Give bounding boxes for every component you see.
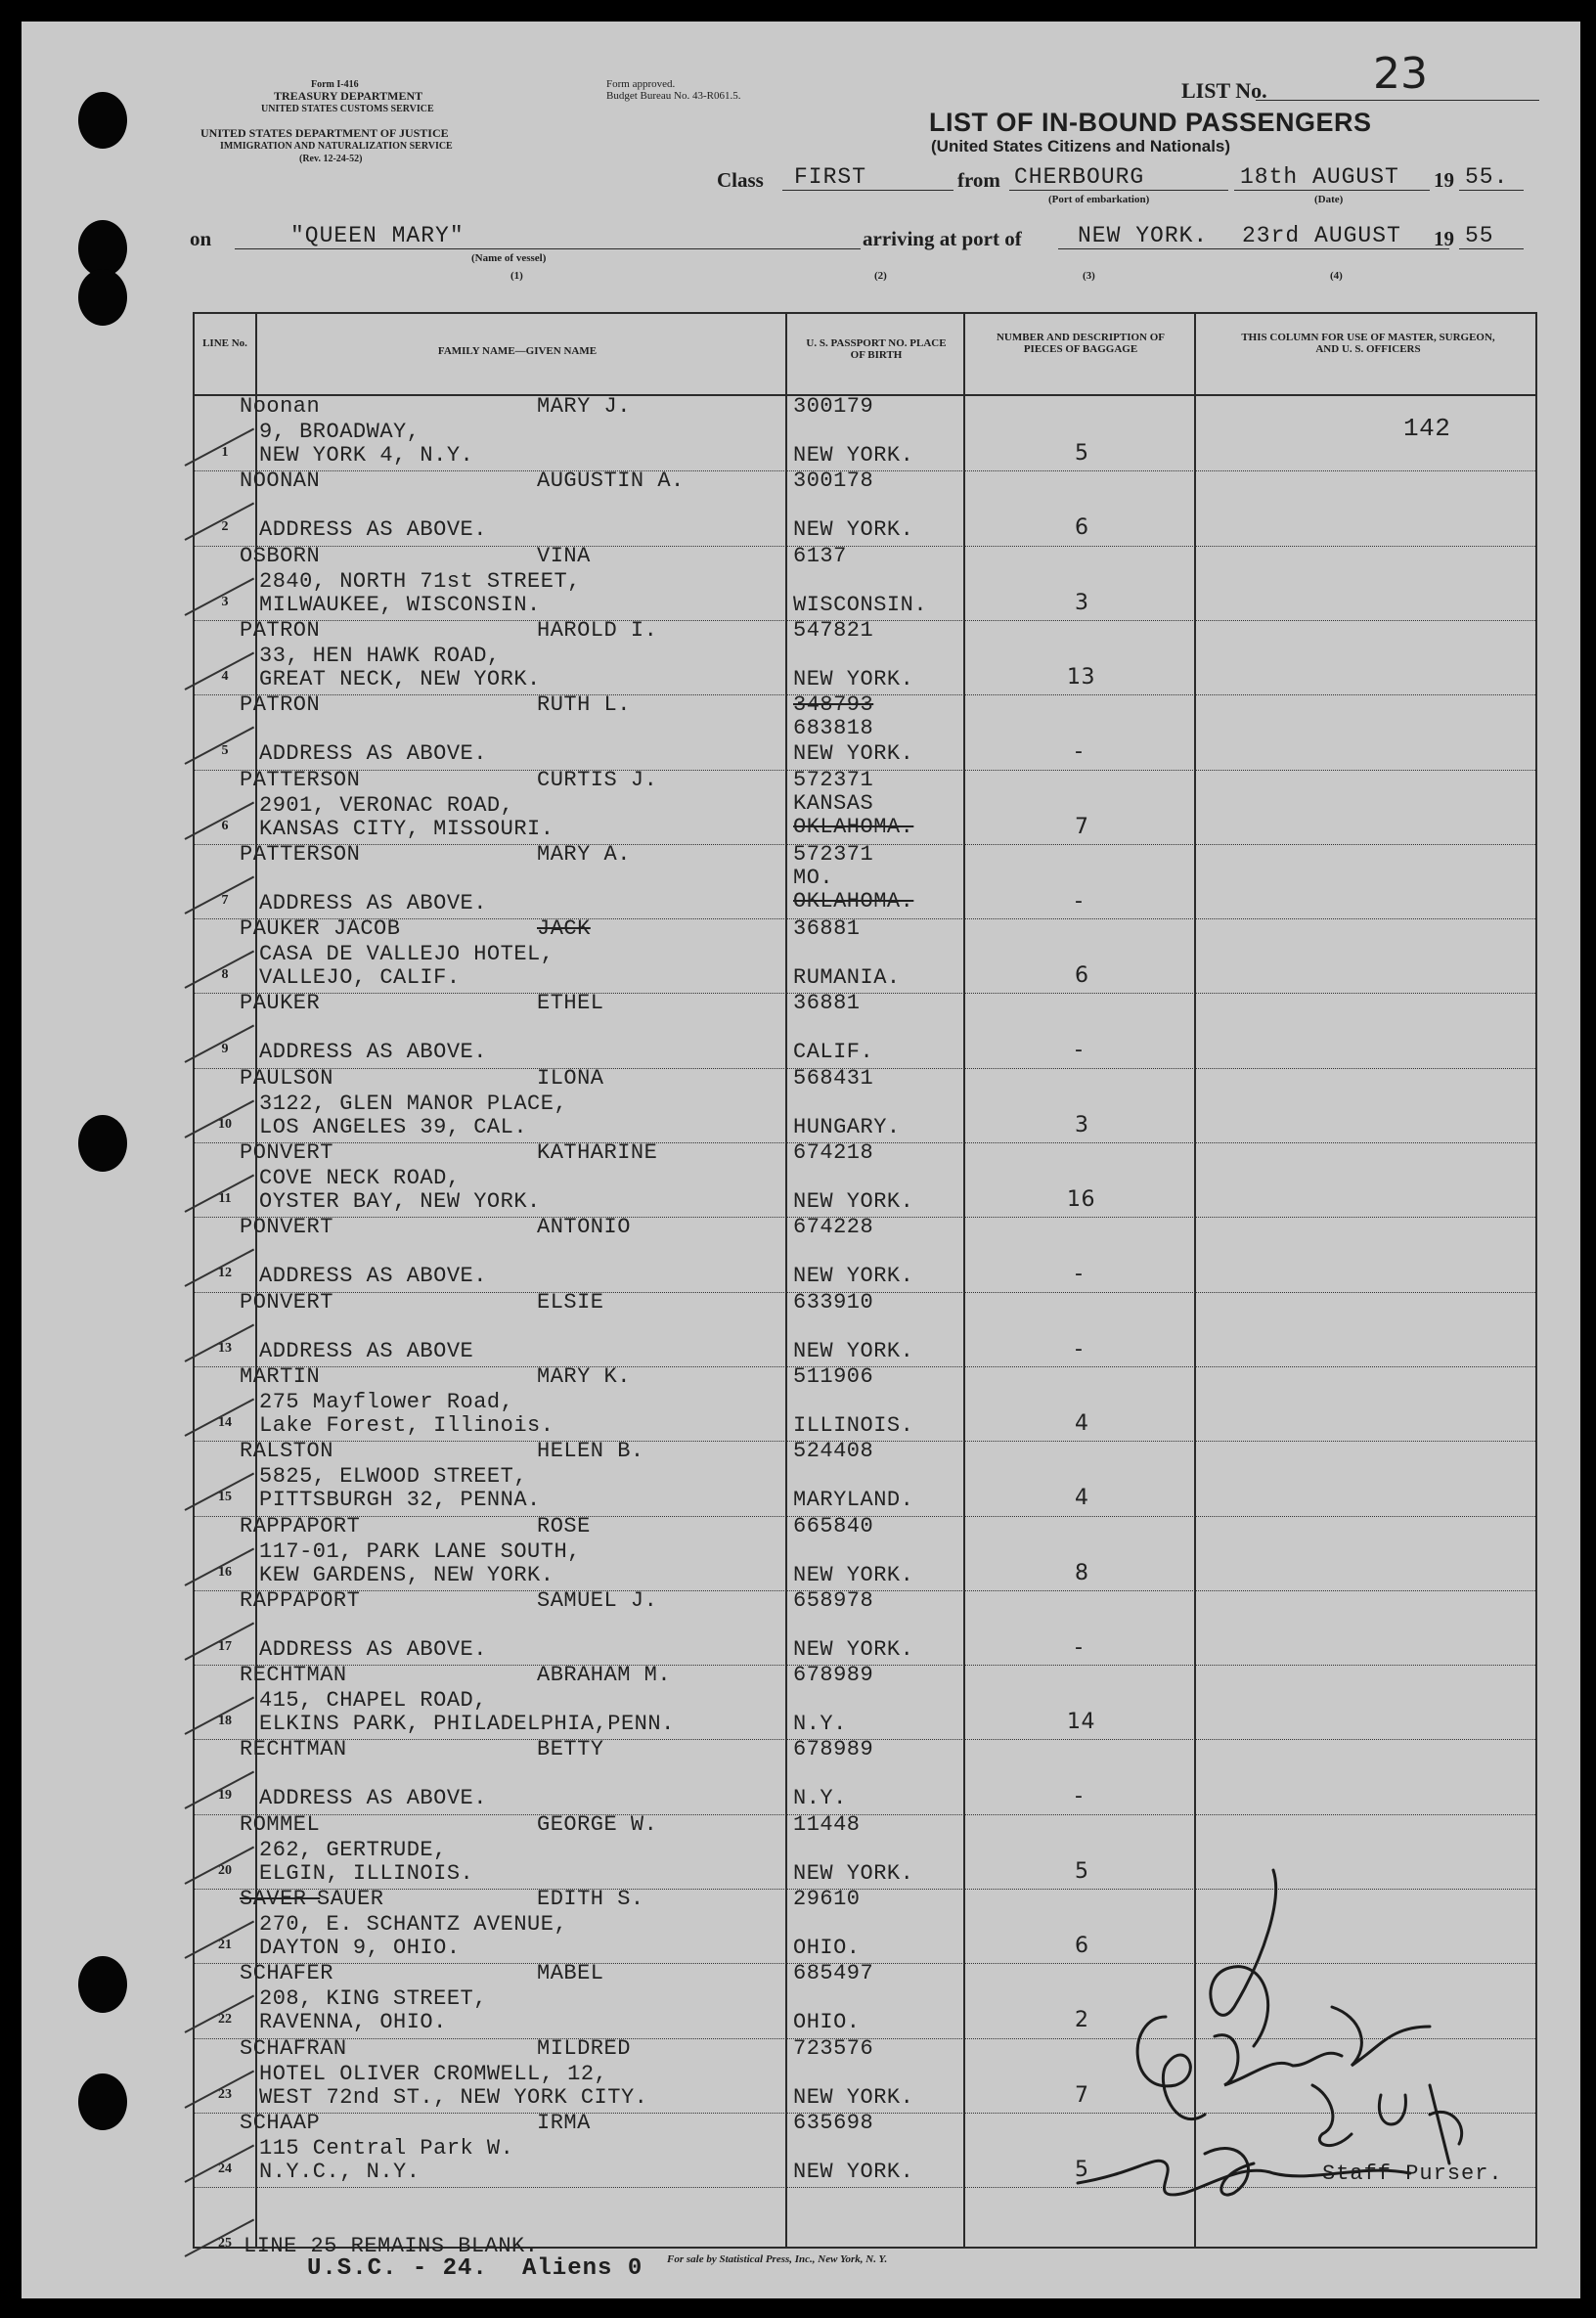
given-name: KATHARINE bbox=[537, 1140, 658, 1165]
given-name: CURTIS J. bbox=[537, 767, 658, 792]
vessel-line bbox=[235, 248, 861, 249]
birth-place-struck: OKLAHOMA. bbox=[793, 814, 914, 839]
address-line-1: 208, KING STREET, bbox=[259, 1986, 487, 2012]
baggage-count: - bbox=[1075, 1336, 1084, 1361]
address-line-1: 115 Central Park W. bbox=[259, 2135, 514, 2161]
baggage-count: 2 bbox=[1075, 2008, 1089, 2033]
baggage-count: - bbox=[1075, 1784, 1084, 1809]
passport-number: 665840 bbox=[793, 1513, 874, 1538]
class-line bbox=[782, 190, 953, 191]
passport-number: 36881 bbox=[793, 916, 861, 942]
given-name: ILONA bbox=[537, 1065, 604, 1091]
date-caption: (Date) bbox=[1314, 194, 1344, 205]
from-line bbox=[1009, 190, 1228, 191]
address-line-1: 275 Mayflower Road, bbox=[259, 1389, 514, 1414]
given-name: HAROLD I. bbox=[537, 617, 658, 643]
given-name: GEORGE W. bbox=[537, 1811, 658, 1837]
baggage-count: 4 bbox=[1075, 1410, 1089, 1436]
header-officers: THIS COLUMN FOR USE OF MASTER, SURGEON, AND U. S. OFFICERS bbox=[1241, 332, 1495, 355]
address-line-2: PITTSBURGH 32, PENNA. bbox=[259, 1488, 541, 1513]
line-number: 18 bbox=[218, 1714, 232, 1729]
address-line-2: ADDRESS AS ABOVE. bbox=[259, 890, 487, 915]
list-no-line bbox=[1256, 100, 1539, 101]
passport-number: 300179 bbox=[793, 394, 874, 419]
caption-4: (4) bbox=[1330, 270, 1343, 282]
date-year-suffix: 55. bbox=[1465, 164, 1509, 190]
birth-place: NEW YORK. bbox=[793, 1860, 914, 1886]
family-name: RAPPAPORT bbox=[240, 1513, 361, 1538]
baggage-count: - bbox=[1075, 739, 1084, 765]
address-line-1: 5825, ELWOOD STREET, bbox=[259, 1464, 528, 1490]
line-number: 10 bbox=[218, 1116, 232, 1132]
family-name: SCHAFRAN bbox=[240, 2035, 347, 2061]
line-number: 19 bbox=[218, 1788, 232, 1804]
address-line-1: 262, GERTRUDE, bbox=[259, 1837, 447, 1862]
date-year-prefix: 19 bbox=[1434, 168, 1454, 192]
from-label: from bbox=[957, 168, 1000, 192]
address-line-2: RAVENNA, OHIO. bbox=[259, 2010, 447, 2035]
address-line-1: 117-01, PARK LANE SOUTH, bbox=[259, 1538, 581, 1564]
line-number: 12 bbox=[218, 1266, 232, 1281]
passport-number: 572371 bbox=[793, 841, 874, 867]
address-line-2: ELGIN, ILLINOIS. bbox=[259, 1860, 474, 1886]
address-line-2: MILWAUKEE, WISCONSIN. bbox=[259, 592, 541, 617]
line-number: 2 bbox=[221, 519, 229, 535]
address-line-2: ELKINS PARK, PHILADELPHIA,PENN. bbox=[259, 1712, 675, 1737]
passport-number: 568431 bbox=[793, 1065, 874, 1091]
birth-place: NEW YORK. bbox=[793, 1264, 914, 1289]
given-name: BETTY bbox=[537, 1737, 604, 1762]
family-name: RALSTON bbox=[240, 1439, 333, 1464]
birth-place-struck: OKLAHOMA. bbox=[793, 888, 914, 914]
passport-number: 511906 bbox=[793, 1363, 874, 1389]
address-line-2: ADDRESS AS ABOVE. bbox=[259, 1040, 487, 1065]
birth-place: NEW YORK. bbox=[793, 1189, 914, 1214]
header-line-no: LINE No. bbox=[202, 337, 247, 349]
passport-number: 683818 bbox=[793, 716, 874, 741]
address-line-2: Lake Forest, Illinois. bbox=[259, 1412, 554, 1438]
passport-number: 524408 bbox=[793, 1439, 874, 1464]
arrival-year-suffix: 55 bbox=[1465, 223, 1494, 248]
address-line-1: COVE NECK ROAD, bbox=[259, 1166, 461, 1190]
address-line-2: OYSTER BAY, NEW YORK. bbox=[259, 1189, 541, 1214]
line-number: 13 bbox=[218, 1340, 232, 1356]
birth-place: N.Y. bbox=[793, 1712, 847, 1737]
budget-bureau: Budget Bureau No. 43-R061.5. bbox=[606, 90, 741, 102]
baggage-count: - bbox=[1075, 1038, 1084, 1063]
address-line-1: 3122, GLEN MANOR PLACE, bbox=[259, 1091, 568, 1116]
line-number: 5 bbox=[221, 743, 229, 759]
address-line-2: ADDRESS AS ABOVE. bbox=[259, 741, 487, 767]
form-number: Form I-416 bbox=[311, 79, 359, 90]
birth-place: NEW YORK. bbox=[793, 443, 914, 468]
passport-number: 6137 bbox=[793, 543, 847, 568]
row-divider bbox=[195, 993, 1535, 994]
given-name: VINA bbox=[537, 543, 591, 568]
line-number: 6 bbox=[221, 818, 229, 833]
line-number: 20 bbox=[218, 1862, 232, 1878]
line-number: 23 bbox=[218, 2086, 232, 2102]
family-name: PONVERT bbox=[240, 1140, 333, 1165]
family-name: RECHTMAN bbox=[240, 1663, 347, 1688]
family-name: SAUER bbox=[317, 1887, 384, 1911]
birth-place: NEW YORK. bbox=[793, 666, 914, 691]
birth-place: HUNGARY. bbox=[793, 1114, 901, 1139]
punch-hole bbox=[78, 92, 127, 149]
arrival-date: 23rd AUGUST bbox=[1242, 223, 1401, 248]
address-line-2: ADDRESS AS ABOVE. bbox=[259, 517, 487, 543]
document-title: LIST OF IN-BOUND PASSENGERS bbox=[929, 108, 1372, 137]
birth-place: ILLINOIS. bbox=[793, 1412, 914, 1438]
line-number: 3 bbox=[221, 594, 229, 609]
address-line-1: CASA DE VALLEJO HOTEL, bbox=[259, 942, 554, 967]
vessel-name: "QUEEN MARY" bbox=[290, 223, 465, 248]
given-name-struck: JACK bbox=[537, 916, 591, 942]
punch-hole bbox=[78, 1956, 127, 2013]
officer-note: 142 bbox=[1403, 414, 1451, 443]
on-label: on bbox=[190, 227, 212, 250]
passport-number: 674228 bbox=[793, 1215, 874, 1240]
address-line-1: HOTEL OLIVER CROMWELL, 12, bbox=[259, 2061, 608, 2086]
list-no-value: 23 bbox=[1373, 49, 1428, 99]
baggage-count: 5 bbox=[1075, 1858, 1089, 1884]
date-value: 18th AUGUST bbox=[1240, 164, 1399, 190]
family-name: PATTERSON bbox=[240, 767, 361, 792]
family-name: PAULSON bbox=[240, 1065, 333, 1091]
birth-place: NEW YORK. bbox=[793, 741, 914, 767]
address-line-2: NEW YORK 4, N.Y. bbox=[259, 443, 474, 468]
line-number: 16 bbox=[218, 1564, 232, 1580]
passport-number: 685497 bbox=[793, 1961, 874, 1986]
family-name: PATRON bbox=[240, 692, 321, 718]
family-name: ROMMEL bbox=[240, 1811, 321, 1837]
line-number: 21 bbox=[218, 1938, 232, 1952]
caption-3: (3) bbox=[1083, 270, 1095, 282]
family-name: PONVERT bbox=[240, 1289, 333, 1315]
family-name: RECHTMAN bbox=[240, 1737, 347, 1762]
purser-label: Staff Purser. bbox=[1322, 2162, 1503, 2186]
header-baggage: NUMBER AND DESCRIPTION OF PIECES OF BAGGAGE bbox=[996, 332, 1166, 355]
birth-place: OHIO. bbox=[793, 2010, 861, 2035]
passport-number: 678989 bbox=[793, 1663, 874, 1688]
passport-number: 300178 bbox=[793, 468, 874, 494]
given-name: IRMA bbox=[537, 2110, 591, 2135]
address-line-2: KEW GARDENS, NEW YORK. bbox=[259, 1562, 554, 1587]
passport-number: 29610 bbox=[793, 1887, 861, 1911]
family-name: SCHAFER bbox=[240, 1961, 333, 1986]
punch-hole bbox=[78, 269, 127, 326]
baggage-count: 3 bbox=[1075, 590, 1089, 615]
family-name: RAPPAPORT bbox=[240, 1587, 361, 1613]
family-name: LINE 25 REMAINS BLANK. bbox=[244, 2234, 539, 2259]
aliens-count: Aliens 0 bbox=[522, 2255, 643, 2282]
baggage-count: - bbox=[1075, 1262, 1084, 1287]
line-number: 7 bbox=[221, 892, 229, 908]
col-divider-3 bbox=[963, 314, 965, 2247]
arrival-line bbox=[1058, 248, 1449, 249]
baggage-count: 5 bbox=[1075, 441, 1089, 466]
address-line-2: N.Y.C., N.Y. bbox=[259, 2159, 421, 2184]
birth-place: N.Y. bbox=[793, 1786, 847, 1811]
family-name: PAUKER JACOB bbox=[240, 916, 401, 942]
birth-place: OHIO. bbox=[793, 1936, 861, 1960]
birth-place: WISCONSIN. bbox=[793, 592, 928, 617]
line-number: 1 bbox=[221, 445, 229, 460]
line-number: 22 bbox=[218, 2012, 232, 2028]
baggage-count: 4 bbox=[1075, 1486, 1089, 1511]
given-name: EDITH S. bbox=[537, 1887, 644, 1911]
address-line-2: ADDRESS AS ABOVE. bbox=[259, 1636, 487, 1662]
passport-number: 547821 bbox=[793, 617, 874, 643]
baggage-count: 3 bbox=[1075, 1112, 1089, 1137]
given-name: ELSIE bbox=[537, 1289, 604, 1315]
given-name: MARY K. bbox=[537, 1363, 631, 1389]
given-name: ANTONIO bbox=[537, 1215, 631, 1240]
family-name: PAUKER bbox=[240, 991, 321, 1016]
birth-place: RUMANIA. bbox=[793, 965, 901, 991]
address-line-2: GREAT NECK, NEW YORK. bbox=[259, 666, 541, 691]
passport-number: 11448 bbox=[793, 1811, 861, 1837]
list-no-label: LIST No. bbox=[1181, 78, 1267, 103]
birth-place: NEW YORK. bbox=[793, 2159, 914, 2184]
address-line-2: LOS ANGELES 39, CAL. bbox=[259, 1114, 528, 1139]
given-name: MILDRED bbox=[537, 2035, 631, 2061]
birth-place: CALIF. bbox=[793, 1040, 874, 1065]
revision-date: (Rev. 12-24-52) bbox=[299, 154, 363, 164]
form-approved: Form approved. bbox=[606, 78, 676, 90]
department-of-justice: UNITED STATES DEPARTMENT OF JUSTICE bbox=[200, 126, 449, 140]
birth-place: NEW YORK. bbox=[793, 1338, 914, 1363]
ins-service: IMMIGRATION AND NATURALIZATION SERVICE bbox=[220, 141, 453, 152]
row-divider bbox=[195, 546, 1535, 547]
address-line-2: DAYTON 9, OHIO. bbox=[259, 1936, 461, 1960]
family-name: MARTIN bbox=[240, 1363, 321, 1389]
family-name: SCHAAP bbox=[240, 2110, 321, 2135]
date-line bbox=[1234, 190, 1430, 191]
baggage-count: 6 bbox=[1075, 963, 1089, 989]
arrival-port: NEW YORK. bbox=[1078, 223, 1209, 248]
address-line-1: 415, CHAPEL ROAD, bbox=[259, 1688, 487, 1714]
birth-place: NEW YORK. bbox=[793, 1562, 914, 1587]
usc-number: U.S.C. - 24. bbox=[307, 2255, 488, 2282]
col-divider-2 bbox=[785, 314, 787, 2247]
address-line-1: 2840, NORTH 71st STREET, bbox=[259, 568, 581, 594]
birth-place-correction: KANSAS bbox=[793, 790, 874, 816]
baggage-count: 8 bbox=[1075, 1560, 1089, 1585]
address-line-2: WEST 72nd ST., NEW YORK CITY. bbox=[259, 2084, 648, 2110]
given-name: RUTH L. bbox=[537, 692, 631, 718]
col-divider-1 bbox=[255, 314, 257, 2247]
passport-number: 723576 bbox=[793, 2035, 874, 2061]
arrival-year-line bbox=[1459, 248, 1524, 249]
family-name: OSBORN bbox=[240, 543, 321, 568]
family-name: PONVERT bbox=[240, 1215, 333, 1240]
line-number: 11 bbox=[218, 1191, 232, 1206]
address-line-2: VALLEJO, CALIF. bbox=[259, 965, 461, 991]
birth-place: NEW YORK. bbox=[793, 517, 914, 543]
passport-number: 635698 bbox=[793, 2110, 874, 2135]
address-line-1: 2901, VERONAC ROAD, bbox=[259, 792, 514, 818]
family-name: PATRON bbox=[240, 617, 321, 643]
baggage-count: 16 bbox=[1067, 1187, 1095, 1212]
line-number: 4 bbox=[221, 668, 229, 684]
passport-number: 674218 bbox=[793, 1140, 874, 1165]
birth-place: NEW YORK. bbox=[793, 2084, 914, 2110]
row-divider bbox=[195, 1814, 1535, 1815]
line-number: 14 bbox=[218, 1414, 232, 1430]
document-sheet bbox=[22, 22, 1580, 2298]
passport-number: 572371 bbox=[793, 767, 874, 792]
caption-1: (1) bbox=[510, 270, 523, 282]
family-name: NOONAN bbox=[240, 468, 321, 494]
given-name: AUGUSTIN A. bbox=[537, 468, 685, 494]
printer-note: For sale by Statistical Press, Inc., New York, N. Y. bbox=[667, 2253, 888, 2265]
customs-service: UNITED STATES CUSTOMS SERVICE bbox=[261, 104, 434, 114]
baggage-count: - bbox=[1075, 888, 1084, 914]
given-name: SAMUEL J. bbox=[537, 1587, 658, 1613]
birth-place: NEW YORK. bbox=[793, 1636, 914, 1662]
given-name: MARY A. bbox=[537, 841, 631, 867]
given-name: HELEN B. bbox=[537, 1439, 644, 1464]
baggage-count: 7 bbox=[1075, 2082, 1089, 2108]
line-number: 9 bbox=[221, 1042, 229, 1057]
address-line-2: KANSAS CITY, MISSOURI. bbox=[259, 816, 554, 841]
class-value: FIRST bbox=[794, 164, 867, 190]
line-number: 15 bbox=[218, 1490, 232, 1505]
treasury-department: TREASURY DEPARTMENT bbox=[274, 89, 423, 103]
address-line-1: 33, HEN HAWK ROAD, bbox=[259, 643, 501, 668]
passport-number: 658978 bbox=[793, 1587, 874, 1613]
line-number: 24 bbox=[218, 2161, 232, 2176]
baggage-count: 14 bbox=[1067, 1710, 1095, 1735]
passport-number: 633910 bbox=[793, 1289, 874, 1315]
baggage-count: 7 bbox=[1075, 814, 1089, 839]
document-subtitle: (United States Citizens and Nationals) bbox=[931, 137, 1231, 156]
address-line-2: ADDRESS AS ABOVE bbox=[259, 1338, 474, 1363]
line-number: 8 bbox=[221, 967, 229, 983]
address-line-1: 9, BROADWAY, bbox=[259, 420, 421, 444]
baggage-count: 13 bbox=[1067, 664, 1095, 690]
given-name: MARY J. bbox=[537, 394, 631, 419]
line-number: 25 bbox=[218, 2236, 232, 2251]
line-number: 17 bbox=[218, 1638, 232, 1654]
birth-place-correction: MO. bbox=[793, 865, 834, 890]
year-line bbox=[1459, 190, 1524, 191]
purser-signature bbox=[1019, 1841, 1528, 2251]
header-passport: U. S. PASSPORT NO. PLACE OF BIRTH bbox=[806, 337, 947, 361]
birth-place: MARYLAND. bbox=[793, 1488, 914, 1513]
baggage-count: 5 bbox=[1075, 2157, 1089, 2182]
given-name: ETHEL bbox=[537, 991, 604, 1016]
family-name-struck: SAVER- bbox=[240, 1887, 321, 1911]
given-name: MABEL bbox=[537, 1961, 604, 1986]
given-name: ROSE bbox=[537, 1513, 591, 1538]
baggage-count: 6 bbox=[1075, 515, 1089, 541]
given-name: ABRAHAM M. bbox=[537, 1663, 672, 1688]
header-name: FAMILY NAME—GIVEN NAME bbox=[437, 345, 598, 357]
punch-hole bbox=[78, 1115, 127, 1172]
passport-number: 678989 bbox=[793, 1737, 874, 1762]
vessel-caption: (Name of vessel) bbox=[471, 252, 547, 264]
baggage-count: - bbox=[1075, 1634, 1084, 1660]
passport-struck: 348793 bbox=[793, 692, 874, 718]
family-name: PATTERSON bbox=[240, 841, 361, 867]
arriving-label: arriving at port of bbox=[863, 227, 1022, 250]
arrival-year-prefix: 19 bbox=[1434, 227, 1454, 250]
address-line-1: 270, E. SCHANTZ AVENUE, bbox=[259, 1912, 568, 1937]
from-value: CHERBOURG bbox=[1014, 164, 1145, 190]
baggage-count: 6 bbox=[1075, 1934, 1089, 1958]
punch-hole bbox=[78, 2073, 127, 2130]
caption-2: (2) bbox=[874, 270, 887, 282]
address-line-2: ADDRESS AS ABOVE. bbox=[259, 1786, 487, 1811]
port-caption: (Port of embarkation) bbox=[1048, 194, 1150, 205]
class-label: Class bbox=[717, 168, 764, 192]
family-name: Noonan bbox=[240, 394, 321, 419]
passport-number: 36881 bbox=[793, 991, 861, 1016]
address-line-2: ADDRESS AS ABOVE. bbox=[259, 1264, 487, 1289]
